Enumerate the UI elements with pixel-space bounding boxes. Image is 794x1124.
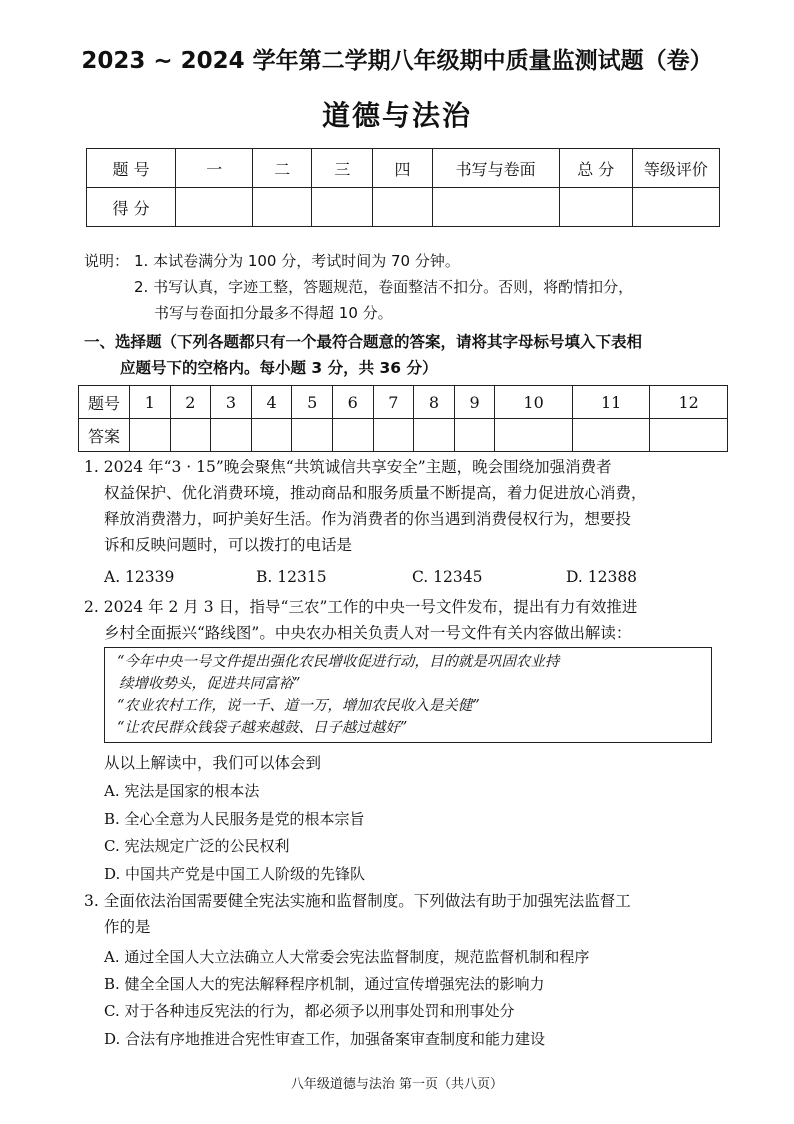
score-col-writing: 书写与卷面 [432, 149, 559, 188]
note-item-2: 2. 书写认真，字迹工整，答题规范，卷面整洁不扣分。否则，将酌情扣分， [134, 278, 634, 296]
quote-line: “今年中央一号文件提出强化农民增收促进行动，目的就是巩固农业持 [117, 654, 560, 670]
question-3-line: 3. 全面依法治国需要健全宪法实施和监督制度。下列做法有助于加强宪法监督工 [84, 892, 631, 910]
answer-number: 10 [495, 386, 573, 419]
answer-cell [292, 419, 333, 452]
answer-cell [373, 419, 414, 452]
quote-line: “农业农村工作，说一千、道一万，增加农民收入是关健” [117, 698, 480, 714]
answer-cell [211, 419, 252, 452]
answer-table-answer-label: 答案 [79, 419, 130, 452]
score-col-label: 题 号 [87, 149, 176, 188]
score-col-4: 四 [373, 149, 432, 188]
question-1-option-a: A. 12339 [104, 568, 175, 586]
score-row-label: 得 分 [87, 188, 176, 227]
answer-number: 2 [170, 386, 211, 419]
answer-cell [130, 419, 171, 452]
score-table-header-row [87, 149, 720, 188]
note-item-1: 1. 本试卷满分为 100 分，考试时间为 70 分钟。 [134, 252, 460, 270]
question-3-option-b: B. 健全全国人大的宪法解释程序机制，通过宣传增强宪法的影响力 [104, 975, 545, 993]
answer-table [78, 385, 728, 452]
answer-table-answer-row [79, 419, 728, 452]
quote-line: 续增收势头，促进共同富裕” [119, 676, 301, 692]
answer-number: 9 [454, 386, 495, 419]
answer-number: 6 [332, 386, 373, 419]
score-cell [312, 188, 373, 227]
question-2-stem: 从以上解读中，我们可以体会到 [104, 754, 322, 772]
question-1-option-b: B. 12315 [256, 568, 327, 586]
answer-table-number-label: 题号 [79, 386, 130, 419]
answer-number: 5 [292, 386, 333, 419]
answer-cell [414, 419, 455, 452]
score-cell [373, 188, 432, 227]
answer-number: 4 [251, 386, 292, 419]
question-2-option-b: B. 全心全意为人民服务是党的根本宗旨 [104, 810, 365, 828]
question-2-line: 乡村全面振兴“路线图”。中央农办相关负责人对一号文件有关内容做出解读： [104, 624, 632, 642]
question-1-line: 1. 2024 年“3 · 15”晚会聚焦“共筑诚信共享安全”主题，晚会围绕加强消费者 [84, 458, 612, 476]
question-2-option-d: D. 中国共产党是中国工人阶级的先锋队 [104, 865, 366, 883]
score-cell [253, 188, 312, 227]
score-cell [559, 188, 632, 227]
score-cell [632, 188, 719, 227]
question-3-line: 作的是 [104, 918, 151, 936]
answer-number: 11 [572, 386, 650, 419]
score-cell [176, 188, 253, 227]
notes-prefix: 说明： [84, 252, 130, 270]
answer-cell [572, 419, 650, 452]
section-heading-cont: 应题号下的空格内。每小题 3 分，共 36 分） [120, 359, 438, 377]
score-col-3: 三 [312, 149, 373, 188]
score-col-2: 二 [253, 149, 312, 188]
answer-cell [650, 419, 728, 452]
exam-title: 2023 ~ 2024 学年第二学期八年级期中质量监测试题（卷） [81, 48, 713, 74]
note-item-2-cont: 书写与卷面扣分最多不得超 10 分。 [154, 304, 393, 322]
answer-number: 8 [414, 386, 455, 419]
answer-cell [251, 419, 292, 452]
section-heading: 一、选择题（下列各题都只有一个最符合题意的答案，请将其字母标号填入下表相 [84, 333, 643, 351]
answer-number: 12 [650, 386, 728, 419]
quote-box [104, 647, 712, 743]
score-table-score-row [87, 188, 720, 227]
question-1-line: 诉和反映问题时，可以拨打的电话是 [104, 536, 353, 554]
score-cell [432, 188, 559, 227]
question-3 [84, 888, 631, 940]
subject-title: 道德与法治 [321, 99, 472, 132]
question-2-option-c: C. 宪法规定广泛的公民权利 [104, 837, 290, 855]
score-col-1: 一 [176, 149, 253, 188]
question-1-line: 权益保护、优化消费环境，推动商品和服务质量不断提高，着力促进放心消费， [104, 484, 647, 502]
question-3-option-d: D. 合法有序地推进合宪性审查工作，加强备案审查制度和能力建设 [104, 1030, 546, 1048]
answer-number: 1 [130, 386, 171, 419]
question-1 [84, 454, 647, 558]
question-3-option-a: A. 通过全国人大立法确立人大常委会宪法监督制度，规范监督机制和程序 [104, 948, 590, 966]
answer-table-number-row [79, 386, 728, 419]
page-footer: 八年级道德与法治 第一页（共八页） [290, 1077, 504, 1092]
answer-cell [332, 419, 373, 452]
answer-number: 3 [211, 386, 252, 419]
question-2 [84, 594, 637, 646]
question-1-option-d: D. 12388 [566, 568, 638, 586]
answer-cell [170, 419, 211, 452]
quote-line: “让农民群众钱袋子越来越鼓、日子越过越好” [117, 720, 408, 736]
question-3-option-c: C. 对于各种违反宪法的行为，都必须予以刑事处罚和刑事处分 [104, 1002, 515, 1020]
answer-cell [454, 419, 495, 452]
question-1-option-c: C. 12345 [412, 568, 483, 586]
question-1-options [0, 568, 794, 590]
score-col-total: 总 分 [559, 149, 632, 188]
question-1-line: 释放消费潜力，呵护美好生活。作为消费者的你当遇到消费侵权行为，想要投 [104, 510, 632, 528]
answer-cell [495, 419, 573, 452]
question-2-line: 2. 2024 年 2 月 3 日，指导“三农”工作的中央一号文件发布，提出有力有效推进 [84, 598, 638, 616]
score-table [86, 148, 720, 227]
answer-number: 7 [373, 386, 414, 419]
score-col-grade: 等级评价 [632, 149, 719, 188]
question-2-option-a: A. 宪法是国家的根本法 [104, 782, 260, 800]
